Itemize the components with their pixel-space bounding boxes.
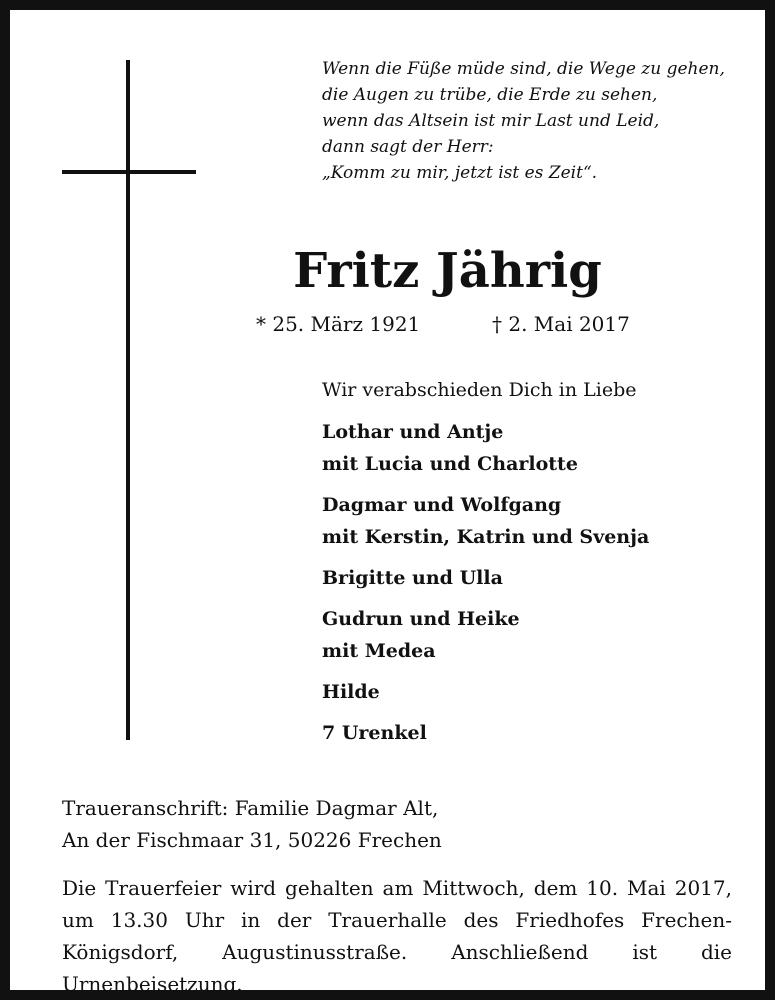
family-line: 7 Urenkel <box>322 722 427 744</box>
mourning-address <box>62 792 442 856</box>
death-date: † 2. Mai 2017 <box>492 312 630 336</box>
family-line: Dagmar und Wolfgang <box>322 494 562 516</box>
birth-date: * 25. März 1921 <box>256 312 421 336</box>
cross-vertical-bar <box>126 60 130 740</box>
poem-line: die Augen zu trübe, die Erde zu sehen, <box>322 85 658 105</box>
family-group <box>322 416 742 480</box>
poem <box>322 56 742 186</box>
poem-line: Wenn die Füße müde sind, die Wege zu gehen, <box>322 59 725 79</box>
family-group <box>322 676 742 708</box>
family-line: Gudrun und Heike <box>322 608 520 630</box>
poem-line: dann sagt der Herr: <box>322 137 494 157</box>
poem-line: wenn das Altsein ist mir Last und Leid, <box>322 111 660 131</box>
family-group <box>322 489 742 553</box>
family-line: mit Kerstin, Katrin und Svenja <box>322 526 650 548</box>
family-line: mit Medea <box>322 640 436 662</box>
address-line: Traueranschrift: Familie Dagmar Alt, <box>62 796 439 820</box>
family-line: mit Lucia und Charlotte <box>322 453 578 475</box>
cross-horizontal-bar <box>62 170 196 174</box>
deceased-name: Fritz Jährig <box>293 243 602 299</box>
funeral-service-info: Die Trauerfeier wird gehalten am Mittwoch, dem 10. Mai 2017, um 13.30 Uhr in der Trauerhalle des Friedhofes Frechen-Königsdorf, Augustinusstraße. Anschließend ist die Urnenbeisetzung. <box>62 876 732 996</box>
poem-line: „Komm zu mir, jetzt ist es Zeit“. <box>322 163 598 183</box>
farewell-line: Wir verabschieden Dich in Liebe <box>322 379 637 401</box>
family-list <box>322 416 742 758</box>
family-line: Lothar und Antje <box>322 421 504 443</box>
family-line: Brigitte und Ulla <box>322 567 503 589</box>
family-group <box>322 717 742 749</box>
address-line: An der Fischmaar 31, 50226 Frechen <box>62 828 442 852</box>
family-group <box>322 562 742 594</box>
family-group <box>322 603 742 667</box>
family-line: Hilde <box>322 681 380 703</box>
